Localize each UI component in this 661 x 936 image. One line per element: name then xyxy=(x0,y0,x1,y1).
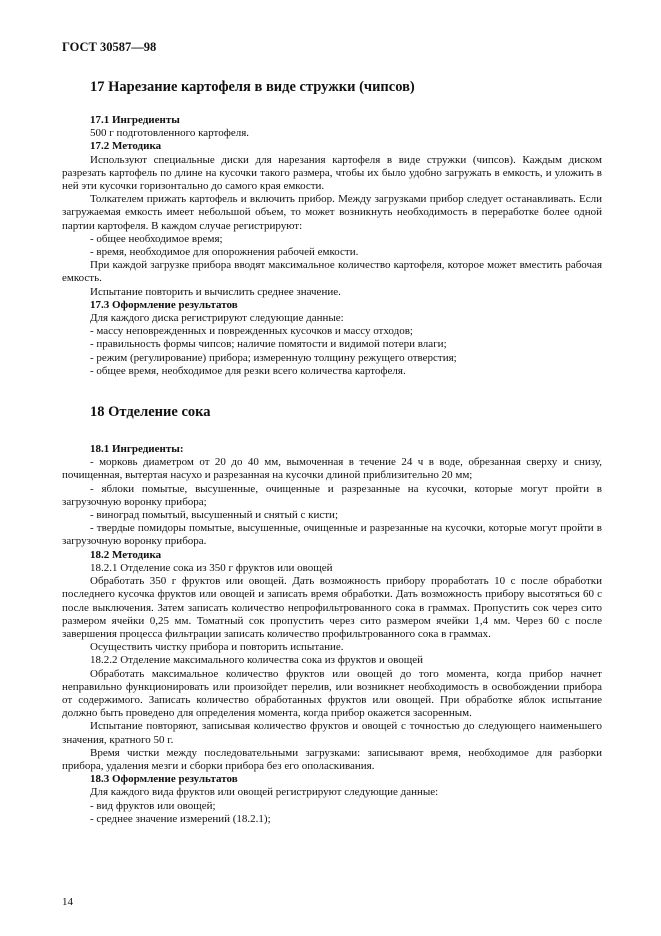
paragraph: При каждой загрузке прибора вводят максимальное количество картофеля, которое может вместить рабочая емкость. xyxy=(62,259,602,285)
subsection-18-1-heading: 18.1 Ингредиенты: xyxy=(90,443,184,456)
paragraph: Время чистки между последовательными загрузками: записывают время, необходимое для разборки прибора, удаления мезги и сборки прибора без его ополаскивания. xyxy=(62,746,602,772)
list-item: - общее необходимое время; xyxy=(90,232,223,245)
paragraph: Для каждого вида фруктов или овощей регистрируют следующие данные: xyxy=(90,786,439,799)
list-item: - вид фруктов или овощей; xyxy=(90,799,216,812)
subsection-18-2-heading: 18.2 Методика xyxy=(90,548,162,561)
list-item: - правильность формы чипсов; наличие помятости и видимой потери влаги; xyxy=(90,338,447,351)
list-item: - твердые помидоры помытые, высушенные, очищенные и разрезанные на кусочки, которые могут пройти в загрузочную воронку прибора. xyxy=(62,522,602,548)
list-item: - виноград помытый, высушенный и снятый с кисти; xyxy=(90,509,339,522)
paragraph: Испытание повторяют, записывая количество фруктов и овощей с точностью до следующего наименьшего значения, кратного 50 г. xyxy=(62,720,602,746)
paragraph: Осуществить чистку прибора и повторить испытание. xyxy=(90,641,344,654)
ingredients-text: 500 г подготовленного картофеля. xyxy=(90,127,250,140)
page-number: 14 xyxy=(62,896,73,908)
subsection-17-1-heading: 17.1 Ингредиенты xyxy=(90,114,180,126)
document-header: ГОСТ 30587—98 xyxy=(62,40,157,54)
subsection-17-3-heading: 17.3 Оформление результатов xyxy=(90,298,238,311)
list-item: - среднее значение измерений (18.2.1); xyxy=(90,812,271,825)
list-item: - время, необходимое для опорожнения рабочей емкости. xyxy=(90,246,359,259)
section-17-title: 17 Нарезание картофеля в виде стружки (чипсов) xyxy=(90,79,415,95)
paragraph: Используют специальные диски для нарезания картофеля в виде стружки (чипсов). Каждым диском разрезать картофель по длине на кусочки такого размера, чтобы их было удобно загружать в емкость, и уложить в ней эти кусочки горизонтально до самого края емкости. xyxy=(62,153,602,193)
paragraph: Для каждого диска регистрируют следующие данные: xyxy=(90,312,344,325)
list-item: - морковь диаметром от 20 до 40 мм, вымоченная в течение 24 ч в воде, обрезанная сверху и снизу, почищенная, вытертая насухо и разрезанная на кусочки длиной приблизительно 20 мм; xyxy=(62,456,602,482)
list-item: - общее время, необходимое для резки всего количества картофеля. xyxy=(90,364,406,377)
subsection-17-2-heading: 17.2 Методика xyxy=(90,140,162,153)
list-item: - режим (регулирование) прибора; измеренную толщину режущего отверстия; xyxy=(90,351,457,364)
document-page xyxy=(62,40,602,826)
paragraph: Испытание повторить и вычислить среднее значение. xyxy=(90,285,341,298)
list-item: - яблоки помытые, высушенные, очищенные и разрезанные на кусочки, которые могут пройти в загрузочную воронку прибора; xyxy=(62,482,602,508)
subsection-18-3-heading: 18.3 Оформление результатов xyxy=(90,773,238,786)
clause-18-2-1-title: 18.2.1 Отделение сока из 350 г фруктов или овощей xyxy=(90,561,333,574)
paragraph: Толкателем прижать картофель и включить прибор. Между загрузками прибор следует останавливать. Если загружаемая емкость имеет небольшой объем, то может возникнуть необходимость в переработке более одной партии картофеля. В каждом случае регистрируют: xyxy=(62,193,602,232)
section-18-title: 18 Отделение сока xyxy=(90,404,211,421)
list-item: - массу неповрежденных и поврежденных кусочков и массу отходов; xyxy=(90,325,413,338)
paragraph: Обработать максимальное количество фруктов или овощей до того момента, когда прибор начнет неправильно функционировать или произойдет перелив, или возникнет необходимость в освобождении прибора от содержимого. Записать количество обработанных фруктов или овощей. При обработке яблок испытание должно быть проведено для определения момента, когда прибор окажется засоренным. xyxy=(62,667,602,720)
clause-18-2-2-title: 18.2.2 Отделение максимального количества сока из фруктов и овощей xyxy=(90,654,423,667)
paragraph: Обработать 350 г фруктов или овощей. Дать возможность прибору проработать 10 с после обработки последнего кусочка фруктов или овощей и записать время обработки. Дать возможность прибору высотяться 60 с после выключения. Затем записать количество непрофильтрованного сока в граммах. Пропустить сок через сито размером ячейки 0,25 мм. Томатный сок пропустить через сито размером ячейки 1,4 мм. Через 60 с после завершения процесса фильтрации записать количество профильтрованного сока в граммах. xyxy=(62,575,602,640)
